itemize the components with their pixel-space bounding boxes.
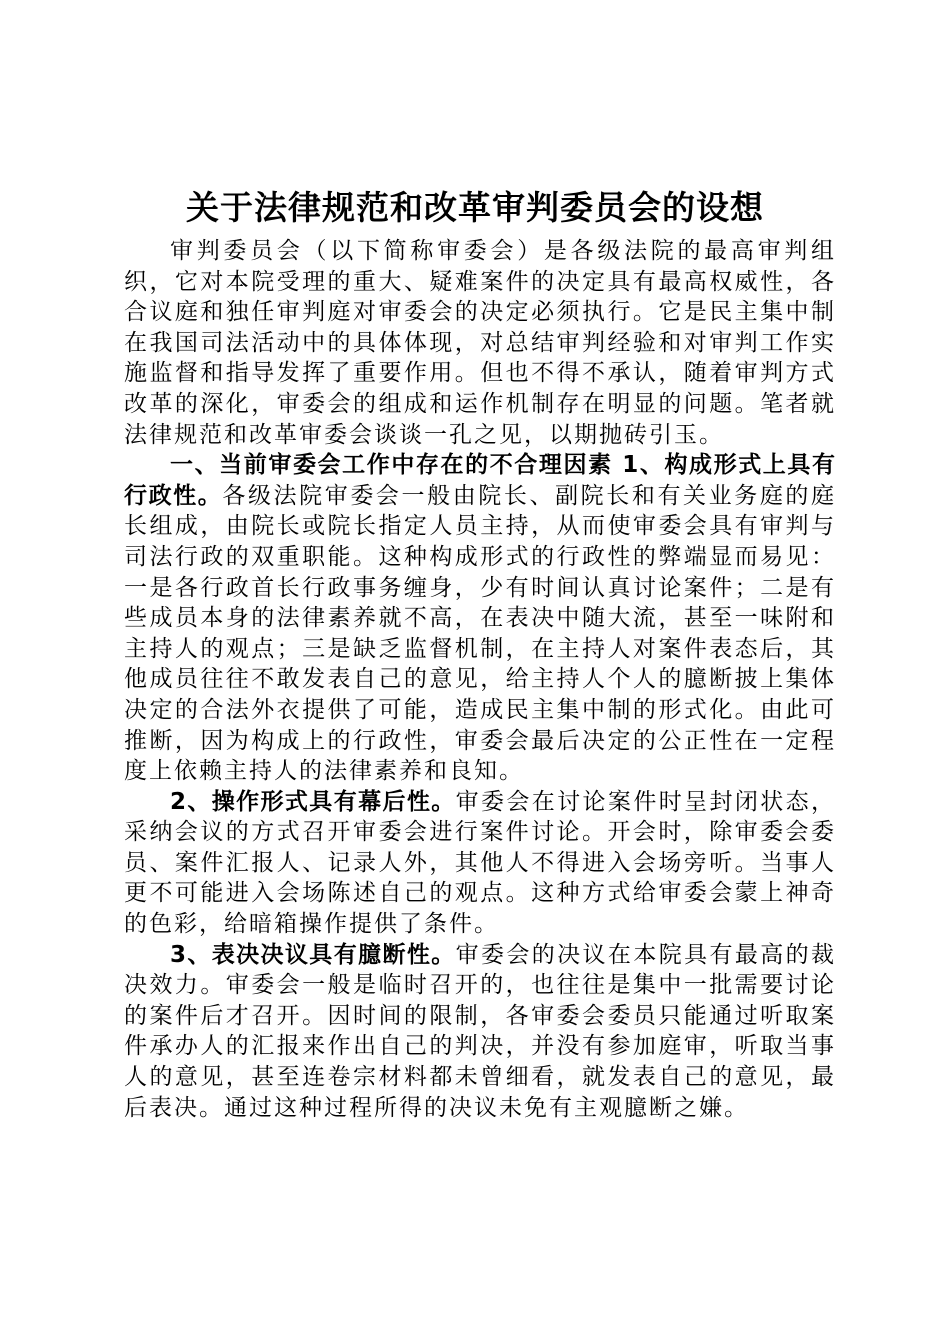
section-heading: 一、当前审委会工作中存在的不合理因素 1、构成形式上具有行政性。 xyxy=(124,452,836,509)
paragraph-intro xyxy=(124,236,836,450)
paragraph-text: 审委会的决议在本院具有最高的裁决效力。审委会一般是临时召开的，也往往是集中一批需要讨论的案件后才召开。因时间的限制，各审委会委员只能通过听取案件承办人的汇报来作出自己的判决，并没有参加庭审，听取当事人的意见，甚至连卷宗材料都未曾细看，就发表自己的意见，最后表决。通过这种过程所得的决议未免有主观臆断之嫌。 xyxy=(124,941,837,1121)
paragraph-section-1 xyxy=(124,450,836,787)
point-heading: 2、操作形式具有幕后性。 xyxy=(170,788,456,815)
point-heading: 3、表决决议具有臆断性。 xyxy=(170,941,456,968)
document-title: 关于法律规范和改革审判委员会的设想 xyxy=(186,188,764,227)
paragraph-text: 各级法院审委会一般由院长、副院长和有关业务庭的庭长组成，由院长或院长指定人员主持，从而使审委会具有审判与司法行政的双重职能。这种构成形式的行政性的弊端显而易见：一是各行政首长行政事务缠身，少有时间认真讨论案件；二是有些成员本身的法律素养就不高，在表决中随大流，甚至一味附和主持人的观点；三是缺乏监督机制，在主持人对案件表态后，其他成员往往不敢发表自己的意见，给主持人个人的臆断披上集体决定的合法外衣提供了可能，造成民主集中制的形式化。由此可推断，因为构成上的行政性，审委会最后决定的公正性在一定程度上依赖主持人的法律素养和良知。 xyxy=(124,482,837,785)
document-body xyxy=(124,236,836,1123)
paragraph-text: 审判委员会（以下简称审委会）是各级法院的最高审判组织，它对本院受理的重大、疑难案件的决定具有最高权威性，各合议庭和独任审判庭对审委会的决定必须执行。它是民主集中制在我国司法活动中的具体体现，对总结审判经验和对审判工作实施监督和指导发挥了重要作用。但也不得不承认，随着审判方式改革的深化，审委会的组成和运作机制存在明显的问题。笔者就法律规范和改革审委会谈谈一孔之见，以期抛砖引玉。 xyxy=(124,238,836,448)
paragraph-point-3 xyxy=(124,940,836,1124)
paragraph-text: 审委会在讨论案件时呈封闭状态，采纳会议的方式召开审委会进行案件讨论。开会时，除审委会委员、案件汇报人、记录人外，其他人不得进入会场旁听。当事人更不可能进入会场陈述自己的观点。这种方式给审委会蒙上神奇的色彩，给暗箱操作提供了条件。 xyxy=(124,788,837,938)
paragraph-point-2 xyxy=(124,787,836,940)
